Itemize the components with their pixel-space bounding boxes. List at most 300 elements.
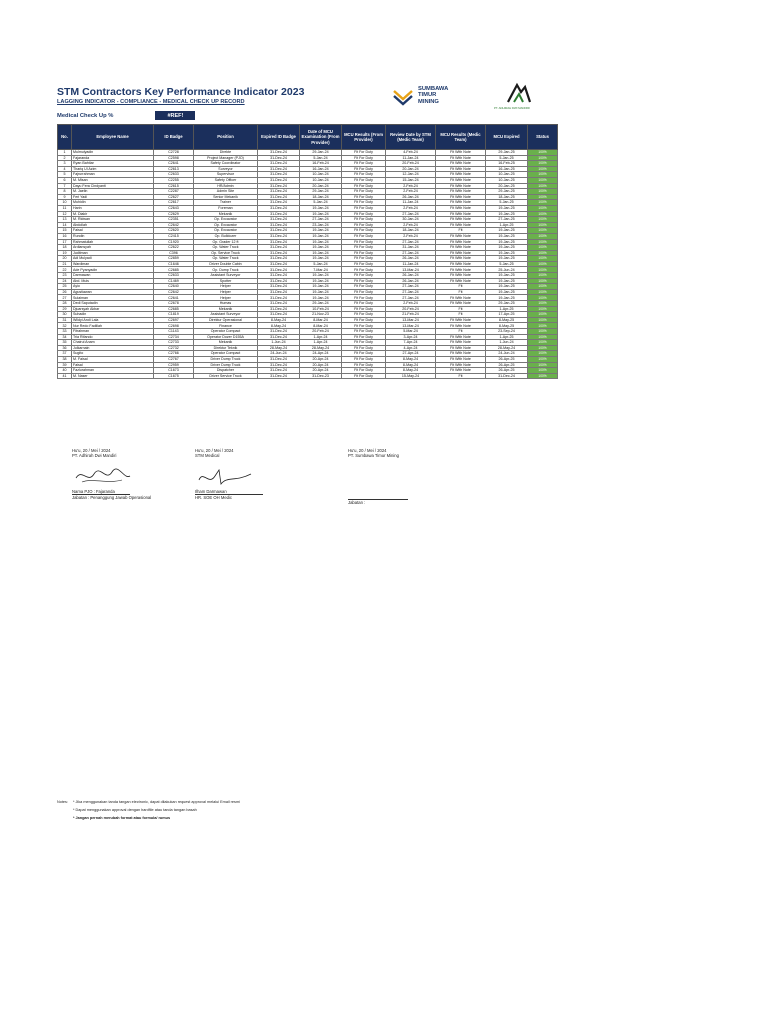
table-cell: Mekanik (194, 211, 258, 217)
table-cell: C2598 (154, 155, 194, 161)
table-cell: Humas (194, 301, 258, 307)
table-cell: 31-Dec-24 (258, 368, 300, 374)
table-cell: C1819 (154, 312, 194, 318)
table-cell: 31 (58, 317, 72, 323)
table-cell: 1-Apr-24 (300, 340, 342, 346)
table-cell: Fit With Note (436, 177, 486, 183)
table-cell: 9 (58, 194, 72, 200)
table-cell: M. Misan (72, 177, 154, 183)
status-cell: 100% (528, 368, 558, 374)
table-cell: 26-Jan-24 (386, 278, 436, 284)
table-cell: Foreman (194, 205, 258, 211)
table-cell: 23-Jan-24 (300, 222, 342, 228)
table-cell: C2728 (154, 150, 194, 156)
status-cell: 100% (528, 150, 558, 156)
table-cell: 1-Apr-25 (486, 334, 528, 340)
table-cell: 20-Feb-24 (386, 306, 436, 312)
contractor-logo-text: PT. ADHIRAH DWI MANDIRI (494, 106, 531, 110)
table-cell: C2734 (154, 334, 194, 340)
table-cell: 31-Dec-24 (258, 150, 300, 156)
table-cell: Rahmatullah (72, 239, 154, 245)
table-cell: Fazlurahman (72, 368, 154, 374)
table-cell: Wardiman (72, 261, 154, 267)
table-cell: Fit For Duty (342, 228, 386, 234)
table-cell: 19-Jan-25 (486, 239, 528, 245)
table-cell: 28-May-24 (486, 345, 528, 351)
status-cell: 100% (528, 329, 558, 335)
table-cell: 36 (58, 345, 72, 351)
status-cell: 100% (528, 261, 558, 267)
status-cell: 100% (528, 239, 558, 245)
status-cell: 100% (528, 200, 558, 206)
table-cell: C1920 (154, 239, 194, 245)
table-cell: 8-May-24 (258, 323, 300, 329)
table-cell: 19-Jan-25 (486, 278, 528, 284)
table-cell: 27-Jan-24 (386, 239, 436, 245)
table-cell: Fit With Note (436, 317, 486, 323)
table-cell: 19-Jan-25 (486, 256, 528, 262)
table-cell: C2766 (154, 351, 194, 357)
table-cell: C2255 (154, 177, 194, 183)
table-cell: 16-Jan-25 (486, 166, 528, 172)
table-cell: Fit For Duty (342, 267, 386, 273)
table-cell: Fit With Note (436, 172, 486, 178)
status-cell: 100% (528, 267, 558, 273)
table-cell: 31-Dec-24 (258, 217, 300, 223)
table-cell: Fit With Note (436, 200, 486, 206)
table-cell: 21-Nov-23 (300, 312, 342, 318)
table-cell: Op. Water Truck (194, 256, 258, 262)
table-cell: 31-Dec-24 (258, 200, 300, 206)
table-cell: 10 (58, 200, 72, 206)
table-cell: Op. Excavator (194, 228, 258, 234)
table-cell: 34 (58, 334, 72, 340)
table-cell: Fit With Note (436, 183, 486, 189)
table-cell: C2698 (154, 323, 194, 329)
table-cell: C2627 (154, 194, 194, 200)
mcu-table (57, 124, 558, 379)
table-cell: C2642 (154, 222, 194, 228)
table-cell: Fit For Duty (342, 256, 386, 262)
table-cell: Fit With Note (436, 217, 486, 223)
table-cell: 31-Dec-24 (258, 161, 300, 167)
table-cell: Fit For Duty (342, 356, 386, 362)
table-cell: 11-Jan-24 (386, 155, 436, 161)
table-cell: 31-Dec-24 (258, 284, 300, 290)
table-cell: 19-Jan-24 (300, 205, 342, 211)
table-cell: Fit For Duty (342, 340, 386, 346)
table-cell: Fajrurrahman (72, 172, 154, 178)
table-cell: Juditman (72, 250, 154, 256)
table-cell: Ade Pyanyadin (72, 267, 154, 273)
table-cell: 14 (58, 222, 72, 228)
signature-date: Hu'u, 20 / Mei / 2024 (195, 448, 234, 453)
table-cell: Fit (436, 329, 486, 335)
table-cell: 27-Jan-24 (386, 295, 436, 301)
table-cell: Fit (436, 312, 486, 318)
table-cell: 5-Mar-24 (386, 329, 436, 335)
table-cell: 3-Apr-24 (386, 334, 436, 340)
status-cell: 100% (528, 284, 558, 290)
table-cell: Fit For Duty (342, 172, 386, 178)
table-cell: C2678 (154, 301, 194, 307)
table-cell: C2733 (154, 340, 194, 346)
table-cell: C2641 (154, 295, 194, 301)
table-cell: 2-Feb-24 (386, 183, 436, 189)
signature-signer-medical (195, 489, 263, 500)
table-cell: 2-Feb-24 (386, 301, 436, 307)
table-cell: 19-Jan-24 (300, 245, 342, 251)
status-cell: 100% (528, 183, 558, 189)
table-cell: Fit With Note (436, 161, 486, 167)
table-cell: 5 (58, 172, 72, 178)
status-cell: 100% (528, 233, 558, 239)
table-cell: Ayio (72, 284, 154, 290)
table-cell: Project Manager (PJO) (194, 155, 258, 161)
table-cell: Trainer (194, 200, 258, 206)
table-cell: 25-Jun-24 (486, 267, 528, 273)
table-cell: Direktur Operasional (194, 317, 258, 323)
table-cell: 5-Jan-25 (486, 261, 528, 267)
table-cell: 26-Apr-25 (486, 356, 528, 362)
table-cell: Senior Mekanik (194, 194, 258, 200)
table-cell: Mekanik (194, 306, 258, 312)
table-cell: 26-Jan-24 (386, 273, 436, 279)
table-cell: Adi Mulyadi (72, 256, 154, 262)
table-cell: 8-May-24 (386, 368, 436, 374)
signature-date: Hu'u, 20 / Mei / 2024 (72, 448, 111, 453)
table-cell: 10-Jan-25 (486, 177, 528, 183)
table-cell: 20-Feb-24 (386, 161, 436, 167)
contractor-logo-icon (506, 82, 532, 104)
document-title: STM Contractors Key Performance Indicator 2023 (57, 86, 305, 98)
notes-section (57, 798, 240, 822)
signature-company: STM Medical (195, 453, 220, 458)
table-cell: Abd. Muis (72, 278, 154, 284)
table-cell: C2351 (154, 217, 194, 223)
document-subtitle: LAGGING INDICATOR - COMPLIANCE - MEDICAL CHECK UP RECORD (57, 99, 245, 105)
table-cell: Direkte (194, 150, 258, 156)
status-cell: 100% (528, 289, 558, 295)
signature-role: Jabatan : (348, 500, 366, 505)
signature-company: PT. Sumbawa Timur Mining (348, 453, 399, 458)
table-cell: 31-Dec-23 (300, 373, 342, 379)
table-header-row (58, 125, 558, 150)
table-cell: 8-Mar-24 (300, 317, 342, 323)
table-cell: 4-Apr-24 (386, 345, 436, 351)
table-cell: 19-Jan-25 (486, 250, 528, 256)
table-cell: 30-Jan-24 (386, 217, 436, 223)
col-header: Review Date by STM (Medic Team) (386, 125, 436, 150)
table-cell: 16-Feb-25 (486, 161, 528, 167)
table-cell: C2685 (154, 306, 194, 312)
table-cell: 27-Apr-24 (386, 351, 436, 357)
status-cell: 100% (528, 155, 558, 161)
table-cell: Op. Water Truck (194, 245, 258, 251)
table-cell: C2613 (154, 166, 194, 172)
mcu-label: Medical Check Up % (57, 112, 114, 119)
table-cell: Harin (72, 205, 154, 211)
table-cell: Agustiawan (72, 289, 154, 295)
table-cell: Fit With Note (436, 261, 486, 267)
table-cell: Fit For Duty (342, 373, 386, 379)
table-cell: Fit For Duty (342, 312, 386, 318)
table-cell: C1646 (154, 261, 194, 267)
table-cell: Fit For Duty (342, 166, 386, 172)
table-cell: 29 (58, 306, 72, 312)
table-cell: Fit For Duty (342, 200, 386, 206)
table-cell: C2767 (154, 356, 194, 362)
status-cell: 100% (528, 373, 558, 379)
table-cell: 19-Jan-24 (300, 256, 342, 262)
table-cell: C2287 (154, 189, 194, 195)
table-cell: Faisal (72, 362, 154, 368)
table-cell: 19-Jan-24 (300, 211, 342, 217)
table-cell: 41 (58, 373, 72, 379)
table-cell: 11-Jan-24 (386, 200, 436, 206)
table-cell: 31-Dec-24 (258, 166, 300, 172)
status-cell: 100% (528, 189, 558, 195)
table-cell: Fit (436, 289, 486, 295)
status-cell: 100% (528, 166, 558, 172)
signature-name: Nama PJO : Fajaranda (72, 489, 130, 495)
table-cell: C1469 (154, 278, 194, 284)
table-cell: 31-Dec-24 (258, 183, 300, 189)
table-cell: 19-Jan-24 (300, 273, 342, 279)
table-cell: Dedi Saputadin (72, 301, 154, 307)
table-cell: Fit With Note (436, 166, 486, 172)
status-cell: 100% (528, 278, 558, 284)
status-cell: 100% (528, 345, 558, 351)
table-cell: Suhadin (72, 312, 154, 318)
col-header: Date of MCU Examination (From Provider) (300, 125, 342, 150)
note-item: * Jika menggunakan tanda tangan electronic, dapat dilakukan request approval melalui Email resmi (73, 800, 240, 804)
table-cell: 19-Jan-25 (486, 228, 528, 234)
mcu-summary (57, 111, 195, 120)
table-cell: 1-Apr-25 (486, 222, 528, 228)
table-cell: Darmawan (72, 273, 154, 279)
table-cell: 37 (58, 351, 72, 357)
table-cell: 19-Jan-24 (300, 289, 342, 295)
table-cell: 16 (58, 233, 72, 239)
table-cell: 2-Feb-24 (386, 205, 436, 211)
table-cell: C2415 (154, 233, 194, 239)
table-cell: 19-Jan-24 (300, 233, 342, 239)
status-cell: 100% (528, 256, 558, 262)
table-cell: 10-Feb-24 (300, 306, 342, 312)
table-cell: M. Naser (72, 373, 154, 379)
table-cell: 21-Feb-24 (386, 312, 436, 318)
table-cell: Fit With Note (436, 351, 486, 357)
table-cell: 38 (58, 356, 72, 362)
table-cell: 8-May-25 (486, 323, 528, 329)
table-cell: Fit With Note (436, 356, 486, 362)
table-cell: M. Jaelin (72, 189, 154, 195)
table-cell: 32 (58, 323, 72, 329)
table-cell: Fit For Duty (342, 345, 386, 351)
table-cell: Fit For Duty (342, 189, 386, 195)
table-cell: 39 (58, 362, 72, 368)
table-cell: 7-Mar-24 (300, 267, 342, 273)
table-cell: 17 (58, 239, 72, 245)
table-cell: 12-Jan-24 (386, 172, 436, 178)
table-cell: Ardiansyah (72, 245, 154, 251)
table-cell: 19-Jan-24 (300, 250, 342, 256)
table-cell: 27-Jan-24 (386, 211, 436, 217)
table-cell: C2629 (154, 211, 194, 217)
table-cell: 3 (58, 161, 72, 167)
table-cell: 1-Apr-24 (300, 334, 342, 340)
signature-block-contractor (72, 448, 116, 458)
table-cell: Sugito (72, 351, 154, 357)
table-cell: 26-Apr-25 (486, 368, 528, 374)
table-cell: Fit For Duty (342, 278, 386, 284)
table-cell: Fit (436, 228, 486, 234)
table-body (58, 150, 558, 379)
table-cell: C2732 (154, 345, 194, 351)
table-cell: 33 (58, 329, 72, 335)
table-cell: 31-Dec-24 (258, 301, 300, 307)
table-cell: 27-Jan-24 (300, 217, 342, 223)
table-cell: Fit For Duty (342, 306, 386, 312)
table-cell: Fit With Note (436, 368, 486, 374)
status-cell: 100% (528, 161, 558, 167)
stm-logo-icon (392, 86, 414, 108)
table-cell: 19-Jan-25 (486, 284, 528, 290)
table-cell: 1-Apr-25 (486, 306, 528, 312)
notes-label: Notes: (57, 800, 68, 804)
table-cell: C2643 (154, 205, 194, 211)
table-cell: 20-Apr-24 (300, 368, 342, 374)
table-cell: Fit With Note (436, 250, 486, 256)
table-cell: 31-Dec-24 (258, 306, 300, 312)
table-cell: Op. Bulldozer (194, 233, 258, 239)
table-cell: 8-May-25 (486, 317, 528, 323)
status-cell: 100% (528, 306, 558, 312)
table-cell: Fit (436, 284, 486, 290)
table-cell: Rundin (72, 233, 154, 239)
status-cell: 100% (528, 301, 558, 307)
table-cell: 22 (58, 267, 72, 273)
table-cell: Feri Yadi (72, 194, 154, 200)
table-cell: M. Diakir (72, 211, 154, 217)
table-cell: C2859 (154, 256, 194, 262)
table-cell: C2622 (154, 245, 194, 251)
status-cell: 100% (528, 273, 558, 279)
table-cell: Fit With Note (436, 295, 486, 301)
table-cell: 10-Jan-24 (300, 177, 342, 183)
table-cell: Fit For Duty (342, 250, 386, 256)
table-cell: Fit For Duty (342, 194, 386, 200)
table-cell: Fajaranda (72, 155, 154, 161)
table-cell: 18 (58, 245, 72, 251)
table-cell: Fit With Note (436, 194, 486, 200)
table-cell: C396 (154, 250, 194, 256)
table-cell: 8-Mar-24 (300, 323, 342, 329)
status-cell: 100% (528, 356, 558, 362)
table-cell: 20-Jan-24 (386, 166, 436, 172)
table-cell: 2-Feb-24 (386, 233, 436, 239)
col-header: ID Badge (154, 125, 194, 150)
col-header: No. (58, 125, 72, 150)
table-cell: 29-Jan-25 (486, 189, 528, 195)
table-cell: Helper (194, 284, 258, 290)
table-cell: 8-May-24 (258, 317, 300, 323)
table-cell: 23-Sep-24 (486, 329, 528, 335)
signature-scribble (72, 466, 132, 486)
table-cell: Fit For Duty (342, 161, 386, 167)
table-cell: 29-Jan-25 (486, 301, 528, 307)
table-cell: Fit With Note (436, 273, 486, 279)
table-cell: 31-Dec-24 (258, 177, 300, 183)
table-cell: Fit With Note (436, 233, 486, 239)
table-cell: 20-Jan-25 (486, 183, 528, 189)
table-cell: 19-Jan-25 (486, 233, 528, 239)
table-cell: Helper (194, 295, 258, 301)
table-cell: Muhidin (72, 200, 154, 206)
status-cell: 100% (528, 222, 558, 228)
table-cell: 31-Dec-24 (258, 356, 300, 362)
table-cell: 18-Jan-25 (486, 194, 528, 200)
signature-signer-contractor (72, 489, 151, 500)
table-cell: Fit With Note (436, 245, 486, 251)
table-cell: 28-May-24 (258, 345, 300, 351)
table-cell: Operator Dozer D155A (194, 334, 258, 340)
mcu-value: #REF! (155, 111, 195, 120)
table-cell: 8 (58, 189, 72, 195)
table-cell: 19-Jan-24 (300, 295, 342, 301)
table-cell: 18-Jan-24 (386, 228, 436, 234)
table-cell: Fit With Note (436, 340, 486, 346)
table-cell: 31-Dec-24 (258, 222, 300, 228)
table-cell: 7 (58, 183, 72, 189)
table-cell: 19-Jan-25 (486, 245, 528, 251)
table-cell: 16-Feb-24 (300, 161, 342, 167)
note-item: * Dapat menggunakan approval dengan hardfile atau tanda tangan basah (73, 808, 197, 812)
table-cell: M. Ridwan (72, 217, 154, 223)
table-cell: Abdollah (72, 222, 154, 228)
table-cell: 31-Dec-24 (258, 233, 300, 239)
contractor-logo (494, 82, 554, 114)
signature-company: PT. Adhirah Dwi Mandiri (72, 453, 117, 458)
table-cell: Fit For Duty (342, 351, 386, 357)
table-cell: Assistant Surveyor (194, 312, 258, 318)
signature-block-medical (195, 448, 234, 458)
table-cell: 13 (58, 217, 72, 223)
table-cell: 31-Dec-24 (258, 228, 300, 234)
col-header: Status (528, 125, 558, 150)
note-item: * Jangan pernah merubah format atau formula/ rumus (73, 816, 171, 820)
table-cell: 19-Jan-24 (300, 228, 342, 234)
table-cell: Djuarsyah Akbar (72, 306, 154, 312)
table-cell: 29-Jan-24 (300, 189, 342, 195)
table-cell: Fit For Duty (342, 245, 386, 251)
table-cell: 12 (58, 211, 72, 217)
table-cell: Dispatcher (194, 368, 258, 374)
table-cell: Fit For Duty (342, 239, 386, 245)
signature-role: HR. SOE OH Medic (195, 495, 232, 500)
status-cell: 100% (528, 205, 558, 211)
table-cell: 4 (58, 166, 72, 172)
table-cell: 19-Jan-25 (486, 205, 528, 211)
table-cell: Fit For Duty (342, 150, 386, 156)
table-cell: M. Faisal (72, 356, 154, 362)
table-cell: Fit For Duty (342, 211, 386, 217)
table-cell: 19-Jan-25 (486, 273, 528, 279)
table-cell: 31-Dec-24 (258, 295, 300, 301)
status-cell: 100% (528, 217, 558, 223)
table-cell: Op. Grader 12 ft (194, 239, 258, 245)
